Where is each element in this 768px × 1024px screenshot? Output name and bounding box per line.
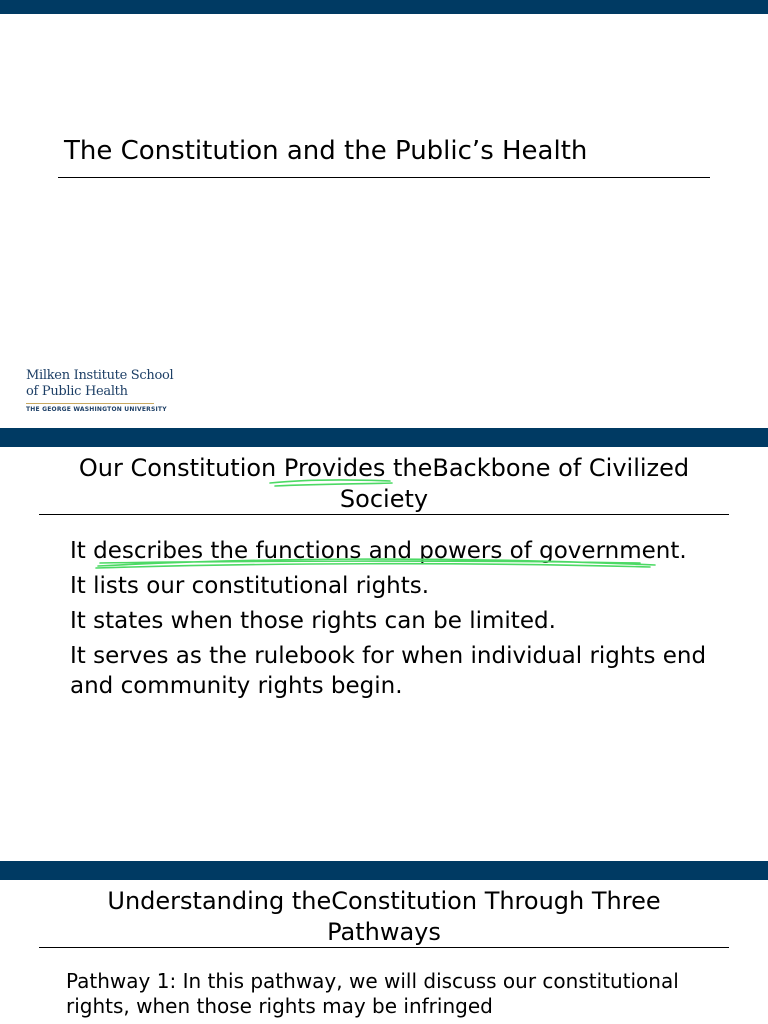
slide2-bullets [70,536,740,706]
slide3-body: Pathway 1: In this pathway, we will discuss our constitutional rights, when those rights may be infringed [66,969,679,1018]
logo-university: THE GEORGE WASHINGTON UNIVERSITY [26,406,167,413]
bullet-item: It serves as the rulebook for when individual rights end and community rights begin. [70,643,707,699]
slide1-title-rule [58,177,710,178]
slide1-title: The Constitution and the Public’s Health [64,136,588,166]
slide3-title [40,886,728,948]
bullet-item: It states when those rights can be limited. [70,608,556,634]
bullet-item: It lists our constitutional rights. [70,573,430,599]
bullet-item: It describes the functions and powers of government. [70,538,687,564]
logo-line2: of Public Health [26,384,128,399]
school-logo [26,368,174,413]
slide3-band [0,861,768,880]
slide2-title-line2: Society [339,485,429,513]
logo-line1: Milken Institute School [26,368,174,383]
slide2-title [40,453,728,515]
slide3-title-rule [39,947,729,948]
logo-divider [26,403,154,404]
slide2-title-line1: Our Constitution Provides theBackbone of Civilized [78,454,690,482]
slide2-title-rule [39,514,729,515]
slide3-title-line2: Pathways [327,918,441,946]
top-band [0,0,768,14]
slide3-title-line1: Understanding theConstitution Through Three [107,887,661,915]
slide2-band [0,428,768,447]
